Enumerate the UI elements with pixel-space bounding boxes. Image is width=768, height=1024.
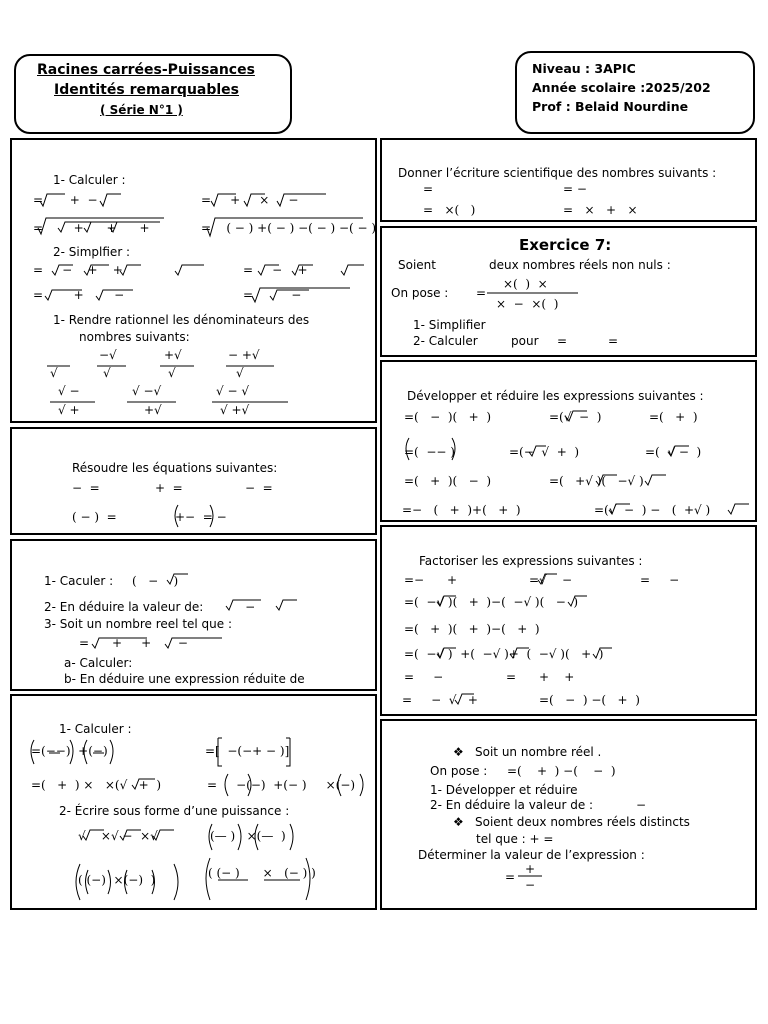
ex4-expr-6: (— ) ×(— ): [210, 829, 286, 843]
ex10-final-den: −: [525, 878, 536, 892]
ex9-r4: =( −√ ) +( −√ )+ ( −√ )( + ): [404, 647, 604, 661]
ex8-r1-c3: =( + ): [649, 410, 698, 424]
ex7-pour: pour: [511, 334, 539, 348]
annee-label: Année scolaire :2025/202: [532, 80, 711, 95]
title-line-2: Identités remarquables: [54, 82, 240, 98]
ex9-prompt: Factoriser les expressions suivantes :: [419, 554, 643, 568]
ex3-q2: 2- En déduire la valeur de:: [44, 600, 204, 614]
ex1-frac2-top-3: √ − √: [216, 384, 249, 398]
niveau-label: Niveau : 3APIC: [532, 61, 636, 76]
ex4-q2: 2- Écrire sous forme d’une puissance :: [59, 804, 290, 818]
ex1-expr-6: = − +: [243, 263, 308, 277]
ex7-soient-rest: deux nombres réels non nuls :: [489, 258, 671, 272]
ex5-prompt: Donner l’écriture scientifique des nombres suivants :: [398, 166, 717, 180]
ex3-q2-expr: −: [226, 600, 271, 614]
ex1-frac2-bot-1: √ +: [58, 403, 80, 417]
ex9-r3: =( + )( + )−( + ): [404, 622, 540, 636]
ex5-row1a: =: [423, 182, 434, 196]
ex7-pour-eq-2: =: [608, 334, 619, 348]
ex1-expr-5: = − + +: [33, 263, 123, 277]
ex10-determine: Déterminer la valeur de l’expression :: [418, 848, 645, 862]
ex9-r5-c1: = −: [404, 670, 444, 684]
ex7-pour-eq-1: =: [557, 334, 568, 348]
ex9-r6-c1: = − √ +: [402, 693, 478, 707]
ex10-final-lhs: =: [505, 870, 516, 884]
ex10-q2-tail: −: [636, 798, 647, 812]
ex1-q3-line-2: nombres suivants:: [79, 330, 190, 344]
ex10-pose-expr: =( + ) −( − ): [507, 764, 616, 778]
ex7-q1: 1- Simplifier: [413, 318, 486, 332]
ex8-prompt: Développer et réduire les expressions suivantes :: [407, 389, 704, 403]
ex1-expr-3: = + + +: [33, 221, 150, 235]
ex1-frac2-bot-3: √ +√: [220, 403, 250, 417]
ex2-prompt: Résoudre les équations suivantes:: [72, 461, 278, 475]
ex5-row2b: = × + ×: [563, 203, 638, 217]
ex3-q3: 3- Soit un nombre reel tel que :: [44, 617, 233, 631]
ex1-frac-top-4: − +√: [228, 348, 260, 362]
ex8-r4-c1: =− ( + )+( + ): [402, 503, 521, 517]
ex4-q1: 1- Calculer :: [59, 722, 132, 736]
ex2-eq-e: +− = −: [175, 510, 227, 524]
ex9-r1-c2: =√ −: [529, 573, 573, 587]
ex8-r1-c1: =( − )( + ): [404, 410, 492, 424]
ex1-frac-bot-1: √: [50, 366, 58, 380]
ex1-expr-2: = + × −: [201, 193, 299, 207]
ex2-eq-b: + =: [155, 481, 183, 495]
title-line-1: Racines carrées-Puissances: [37, 62, 255, 78]
ex4-expr-2: =[ −(−+ − )]: [205, 744, 290, 758]
ex7-numerator: ×( ) ×: [503, 277, 548, 291]
ex3-q1-expr: ( − ): [132, 574, 179, 588]
ex1-expr-1: = + −: [33, 193, 98, 207]
ex10-bullet-icon-2: ❖: [453, 815, 464, 829]
ex3-q3-expr: = + + −: [79, 636, 188, 650]
ex9-r1-c3: = −: [640, 573, 680, 587]
ex7-eq-sign: =: [476, 286, 487, 300]
ex3-qb: b- En déduire une expression réduite de: [64, 672, 305, 686]
ex1-expr-7: = + −: [33, 288, 125, 302]
ex2-eq-c: − =: [245, 481, 273, 495]
ex1-frac2-top-1: √ −: [58, 384, 80, 398]
ex1-frac-bot-2: √: [103, 366, 111, 380]
ex8-r3-c1: =( + )( − ): [404, 474, 492, 488]
ex9-r2: =( −√ )( + )−( −√ )( − ): [404, 595, 579, 609]
ex1-expr-8: = −: [243, 288, 302, 302]
ex7-title: Exercice 7:: [519, 236, 612, 254]
ex10-q2: 2- En déduire la valeur de :: [430, 798, 594, 812]
ex5-row1b: = −: [563, 182, 587, 196]
ex9-r5-c2: = + +: [506, 670, 575, 684]
ex10-tel-que: tel que : + =: [476, 832, 554, 846]
ex9-r6-c2: =( − ) −( + ): [539, 693, 640, 707]
ex2-eq-a: − =: [72, 481, 100, 495]
ex2-eq-d: ( − ) =: [72, 510, 117, 524]
ex8-r1-c2: =(√ − ): [549, 410, 602, 424]
ex1-q1-label: 1- Calculer :: [53, 173, 126, 187]
ex8-r2-c1: =( −− ): [404, 445, 455, 459]
ex8-r2-c3: =( √ − ): [645, 445, 702, 459]
ex8-r4-c2: =(√ − ) − ( +√ ): [594, 503, 711, 517]
ex5-row2a: = ×( ): [423, 203, 476, 217]
ex9-r1-c1: =− +: [404, 573, 458, 587]
ex1-frac-top-3: +√: [164, 348, 182, 362]
ex1-frac-bot-3: √: [168, 366, 176, 380]
exercise-8-box: [380, 360, 757, 522]
ex10-on-pose: On pose :: [430, 764, 488, 778]
ex1-frac2-top-2: √ −√: [132, 384, 162, 398]
ex4-expr-1: =(−−) +(−): [31, 744, 108, 758]
ex10-bullet-icon-1: ❖: [453, 745, 464, 759]
ex10-final-num: +: [525, 862, 536, 876]
ex7-soient: Soient: [398, 258, 436, 272]
ex1-q2-label: 2- Simplfier :: [53, 245, 131, 259]
ex4-expr-7: ( (−) ×(−) ): [78, 873, 156, 887]
ex8-r3-c2: =( +√ )( −√ ): [549, 474, 644, 488]
ex3-q1: 1- Caculer :: [44, 574, 114, 588]
ex10-bullet-1: Soit un nombre réel .: [475, 745, 602, 759]
prof-label: Prof : Belaid Nourdine: [532, 99, 689, 114]
ex4-expr-5: √ ×√ − ×√: [78, 829, 158, 843]
ex7-denominator: × − ×( ): [496, 297, 559, 311]
ex10-q1: 1- Développer et réduire: [430, 783, 578, 797]
ex3-qa: a- Calculer:: [64, 656, 133, 670]
ex1-frac-top-2: −√: [99, 348, 117, 362]
ex1-frac2-bot-2: +√: [144, 403, 162, 417]
ex7-on-pose: On pose :: [391, 286, 449, 300]
ex4-expr-3: =( + ) × ×(√ + ): [31, 778, 162, 792]
ex4-expr-4: = −(−) +(− ) ×(−): [207, 778, 356, 792]
ex1-frac-bot-4: √: [236, 366, 244, 380]
ex1-expr-4: = ( − ) +( − ) −( − ) −( − ): [201, 221, 377, 235]
ex1-q3-line-1: 1- Rendre rationnel les dénominateurs des: [53, 313, 310, 327]
ex8-r2-c2: =(− √ + ): [509, 445, 580, 459]
ex4-expr-8: ( (− ) × (− ) ): [208, 866, 316, 880]
ex7-q2: 2- Calculer: [413, 334, 478, 348]
title-line-3: ( Série N°1 ): [100, 103, 183, 117]
ex10-bullet-2: Soient deux nombres réels distincts: [475, 815, 690, 829]
